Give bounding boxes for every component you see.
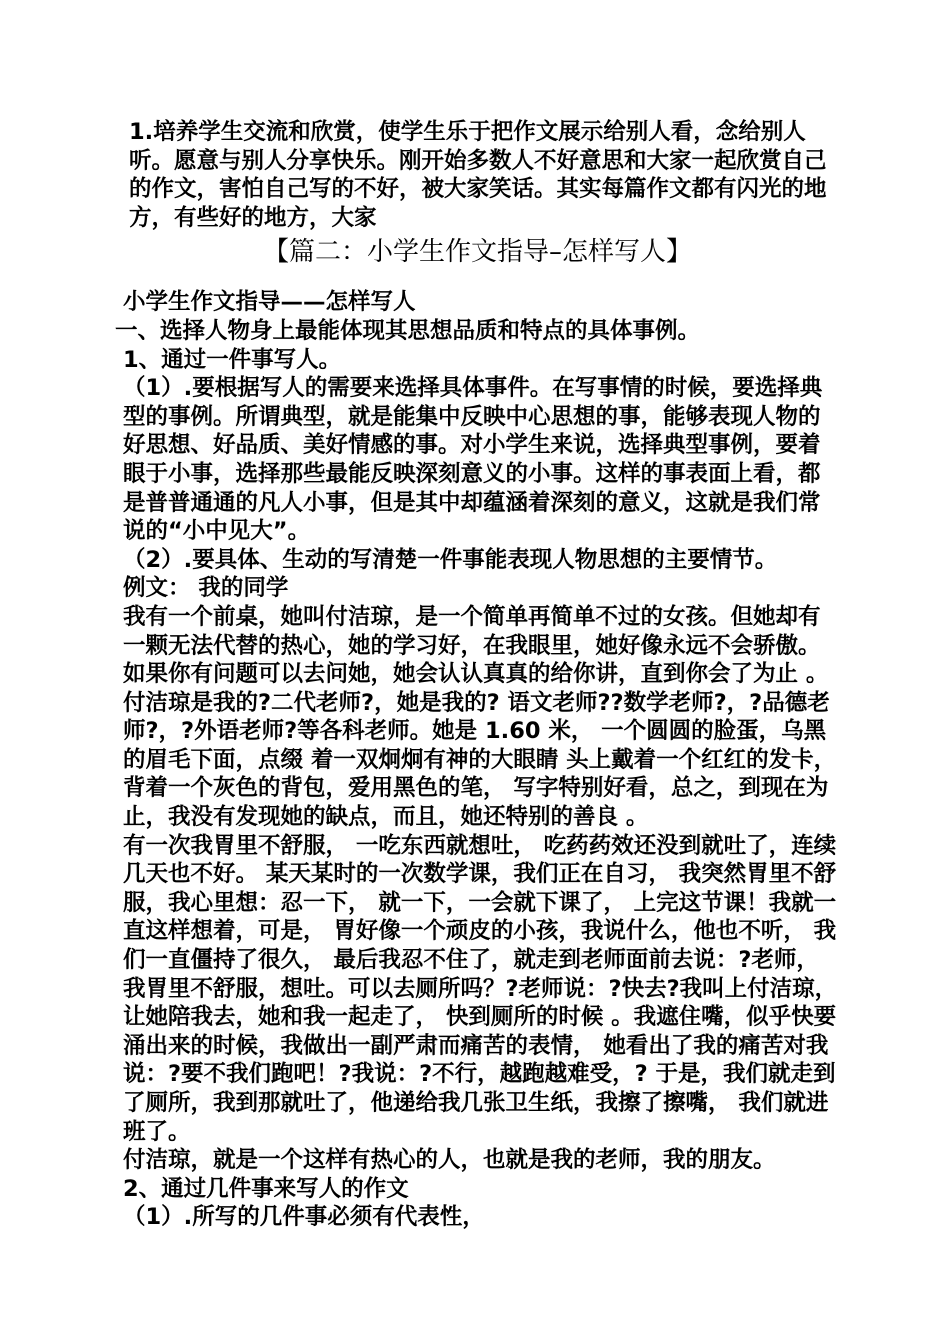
item-three: （1）.所写的几件事必须有代表性， bbox=[123, 1204, 485, 1231]
item-two: （2）.要具体、生动的写清楚一件事能表现人物思想的主要情节。 bbox=[123, 546, 778, 573]
subsection-one: 1、通过一件事写人。 bbox=[123, 346, 342, 373]
section-title: 【篇二：小学生作文指导–怎样写人】 bbox=[262, 237, 692, 268]
document-heading: 小学生作文指导——怎样写人 bbox=[123, 289, 416, 316]
example-paragraph-1: 我有一个前桌，她叫付洁琼，是一个简单再简单不过的女孩。但她却有一颗无法代替的热心，她的学习好，在我眼里，她好像永远不会骄傲。如果你有问题可以去问她，她会认认真真的给你讲，直到你会了为止 。 bbox=[123, 603, 829, 688]
example-paragraph-2: 付洁琼是我的?二代老师?，她是我的? 语文老师??数学老师?，?品德老师?，?外语老师?等各科老师。她是 1.60 米， 一个圆圆的脸蛋，乌黑的眉毛下面，点缀 着一双炯炯有神的大眼睛 头上戴着一个红红的发卡， 背着一个灰色的背包，爱用黑色的笔， 写字特别好看，总之，到现在为止，我没有发现她的缺点，而且，她还特别的善良 。 bbox=[123, 689, 837, 831]
example-paragraph-4: 付洁琼，就是一个这样有热心的人，也就是我的老师，我的朋友。 bbox=[123, 1147, 776, 1174]
example-paragraph-3: 有一次我胃里不舒服， 一吃东西就想吐， 吃药药效还没到就吐了，连续几天也不好。 某天某时的一次数学课，我们正在自习， 我突然胃里不舒服，我心里想：忍一下， 就一下，一会就下课了， 上完这节课！我就一直这样想着，可是， 胃好像一个顽皮的小孩，我说什么，他也不听， 我们一直僵持了很久， 最后我忍不住了，就走到老师面前去说：?老师，我胃里不舒服，想吐。可以去厕所吗？?老师说：?快去?我叫上付洁琼，让她陪我去，她和我一起走了， 快到厕所的时候 。我遮住嘴，似乎快要涌出来的时候，我做出一副严肃而痛苦的表情， 她看出了我的痛苦对我说：?要不我们跑吧！?我说：?不行，越跑越难受，? 于是，我们就走到了厕所，我到那就吐了，他递给我几张卫生纸，我擦了擦嘴， 我们就进班了。 bbox=[123, 832, 838, 1145]
intro-paragraph: 1.培养学生交流和欣赏，使学生乐于把作文展示给别人看，念给别人听。愿意与别人分享快乐。刚开始多数人不好意思和大家一起欣赏自己的作文，害怕自己写的不好，被大家笑话。其实每篇作文都有闪光的地方，有些好的地方，大家 bbox=[129, 119, 827, 231]
document-page bbox=[115, 118, 840, 1232]
example-title: 例文： 我的同学 bbox=[123, 575, 289, 602]
subsection-two: 2、通过几件事来写人的作文 bbox=[123, 1175, 409, 1202]
item-one: （1）.要根据写人的需要来选择具体事件。在写事情的时候，要选择典型的事例。所谓典型，就是能集中反映中心思想的事，能够表现人物的好思想、好品质、美好情感的事。对小学生来说，选择典型事例，要着眼于小事，选择那些最能反映深刻意义的小事。这样的事表面上看，都是普普通通的凡人小事，但是其中却蕴涵着深刻的意义，这就是我们常说的“小中见大”。 bbox=[123, 375, 823, 545]
point-one: 一、选择人物身上最能体现其思想品质和特点的具体事例。 bbox=[115, 317, 701, 344]
